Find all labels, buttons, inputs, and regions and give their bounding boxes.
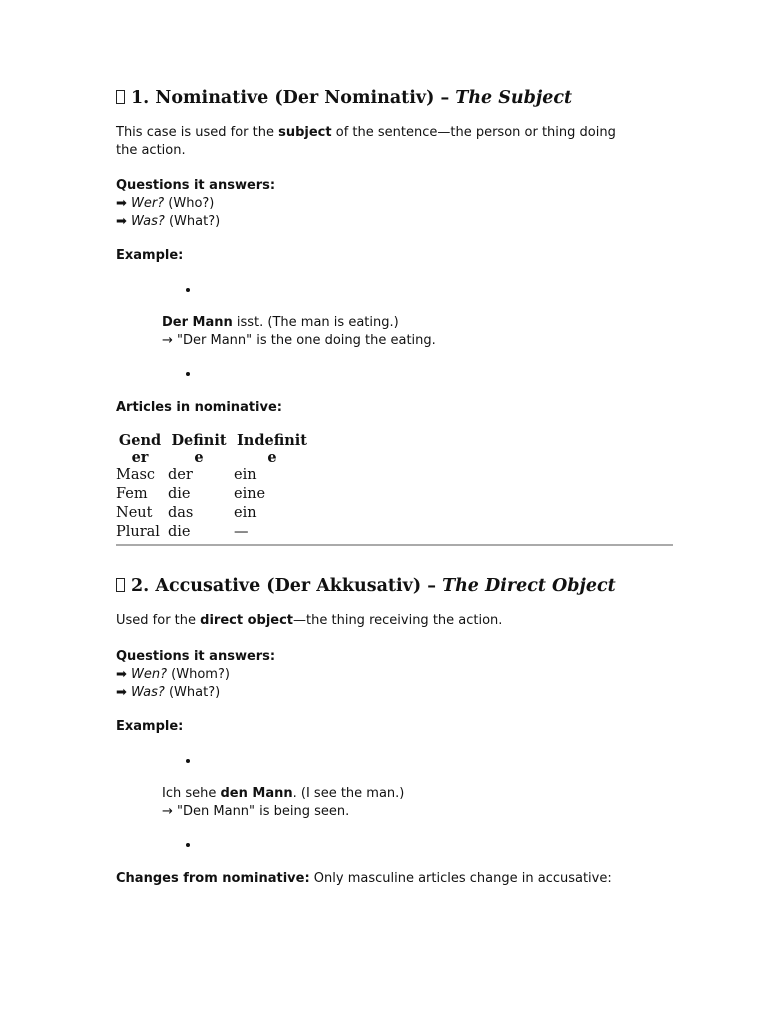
section1-questions-label: Questions it answers: xyxy=(116,178,276,193)
question-translation: (What?) xyxy=(164,214,221,229)
section1-heading xyxy=(116,88,572,108)
section1-heading-text: 1. Nominative (Der Nominativ) – xyxy=(131,88,456,108)
question-translation: (Who?) xyxy=(164,196,215,211)
bullet-icon xyxy=(186,288,190,292)
table-header: Indefinite xyxy=(237,432,307,466)
table-cell: der xyxy=(168,467,193,483)
arrow-icon: ➡ xyxy=(116,685,132,700)
intro-text: —the thing receiving the action. xyxy=(293,613,503,628)
table-cell: das xyxy=(168,505,194,521)
table-cell: Neut xyxy=(116,505,153,521)
section2-question-1 xyxy=(116,666,230,683)
arrow-icon: ➡ xyxy=(116,667,132,682)
intro-bold: direct object xyxy=(200,613,294,628)
question-translation: (What?) xyxy=(164,685,221,700)
section2-intro xyxy=(116,612,636,630)
table-row xyxy=(114,523,312,542)
section1-heading-italic: The Subject xyxy=(455,88,573,108)
table-row xyxy=(114,485,312,504)
example-text: Ich sehe xyxy=(162,786,221,801)
table-cell: die xyxy=(168,524,191,540)
section2-question-2 xyxy=(116,684,220,701)
intro-text: Used for the xyxy=(116,613,201,628)
intro-bold: subject xyxy=(278,125,332,140)
section1-example-sentence xyxy=(162,314,399,332)
table-cell: Fem xyxy=(116,486,148,502)
example-bold: Der Mann xyxy=(162,315,233,330)
section2-heading-italic: The Direct Object xyxy=(442,576,616,596)
table-cell: Plural xyxy=(116,524,160,540)
section1-intro xyxy=(116,124,636,159)
missing-glyph-icon xyxy=(116,578,125,592)
table-row xyxy=(114,504,312,523)
example-text: . (I see the man.) xyxy=(292,786,405,801)
table-cell: Masc xyxy=(116,467,156,483)
arrow-icon: ➡ xyxy=(116,196,132,211)
question-translation: (Whom?) xyxy=(167,667,230,682)
missing-glyph-icon xyxy=(116,90,125,104)
section1-articles-label: Articles in nominative: xyxy=(116,400,282,415)
question-word: Wen? xyxy=(131,667,168,682)
horizontal-rule xyxy=(116,544,673,546)
question-word: Was? xyxy=(131,214,165,229)
example-text: isst. (The man is eating.) xyxy=(232,315,399,330)
section1-example-note: → "Der Mann" is the one doing the eating. xyxy=(162,333,436,348)
table-header: Gender xyxy=(118,432,162,466)
table-cell: ein xyxy=(234,505,257,521)
bullet-icon xyxy=(186,843,190,847)
bullet-icon xyxy=(186,372,190,376)
table-header: Definite xyxy=(171,432,227,466)
section2-heading-text: 2. Accusative (Der Akkusativ) – xyxy=(131,576,443,596)
section2-changes xyxy=(116,870,612,887)
table-header-row xyxy=(114,432,312,466)
intro-text: This case is used for the xyxy=(116,125,279,140)
changes-label: Changes from nominative: xyxy=(116,871,310,886)
table-cell: die xyxy=(168,486,191,502)
section2-example-note: → "Den Mann" is being seen. xyxy=(162,804,350,819)
table-row xyxy=(114,466,312,485)
nominative-articles-table xyxy=(114,432,312,542)
arrow-icon: ➡ xyxy=(116,214,132,229)
changes-text: Only masculine articles change in accusative: xyxy=(309,871,612,886)
example-bold: den Mann xyxy=(220,786,293,801)
bullet-icon xyxy=(186,759,190,763)
section2-heading xyxy=(116,576,616,596)
question-word: Wer? xyxy=(131,196,165,211)
table-cell: eine xyxy=(234,486,266,502)
section1-example-label: Example: xyxy=(116,248,184,263)
table-cell: ein xyxy=(234,467,257,483)
section2-example-label: Example: xyxy=(116,719,184,734)
section1-question-1 xyxy=(116,195,214,212)
section1-question-2 xyxy=(116,213,220,230)
intro-text: of the sentence—the person or thing doing the action. xyxy=(116,125,616,158)
section2-example-sentence xyxy=(162,785,404,803)
question-word: Was? xyxy=(131,685,165,700)
section2-questions-label: Questions it answers: xyxy=(116,649,276,664)
table-cell: — xyxy=(234,524,249,540)
